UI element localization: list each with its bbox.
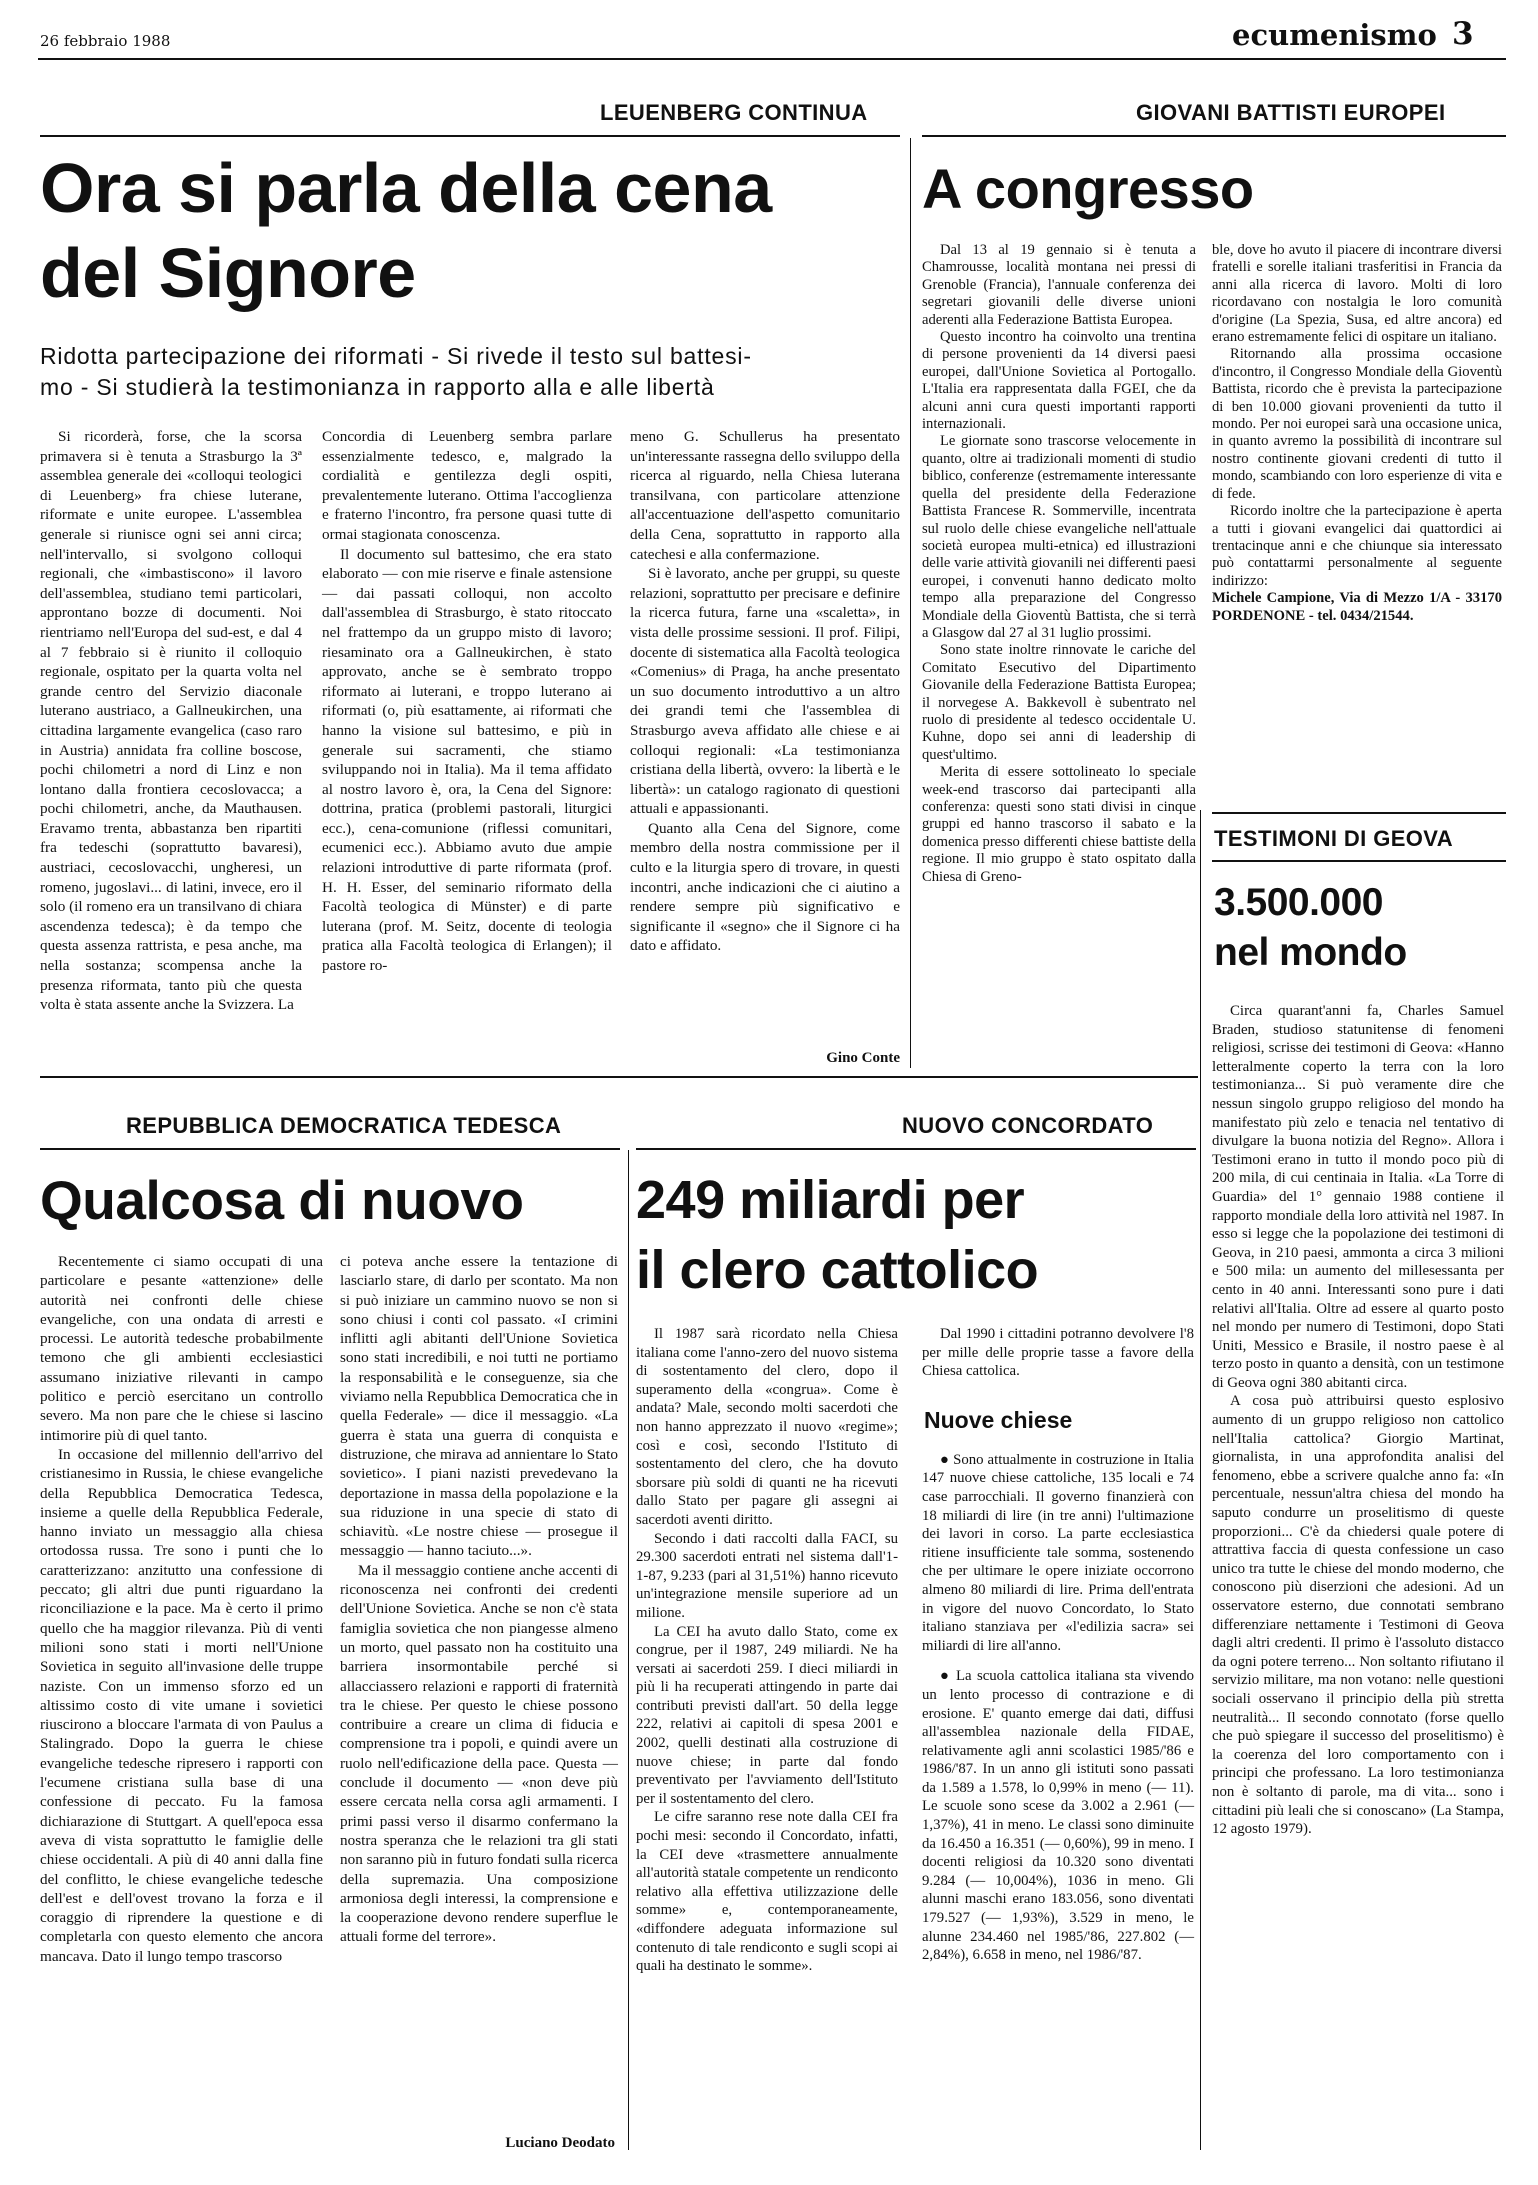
subhead-nuove-chiese: Nuove chiese: [924, 1406, 1073, 1433]
header-section: ecumenismo: [1232, 18, 1437, 52]
kicker-geova: TESTIMONI DI GEOVA: [1214, 826, 1454, 851]
rdt-column-1: [40, 1252, 323, 1966]
concordato-paragraph: Dal 1990 i cittadini potranno devolvere l'8 per mille delle proprie tasse a favore della Chiesa cattolica.: [922, 1326, 1194, 1380]
battisti-contact: Michele Campione, Via di Mezzo 1/A - 33170 PORDENONE - tel. 0434/21544.: [1212, 590, 1502, 624]
rule-geova-bottom: [1212, 860, 1506, 862]
deck-leuenberg-2: mo - Si studierà la testimonianza in rapporto alla e alle libertà: [40, 374, 715, 400]
kicker-battisti: GIOVANI BATTISTI EUROPEI: [1136, 100, 1446, 125]
battisti-paragraph: Ricordo inoltre che la partecipazione è aperta a tutti i giovani evangelici dai quattordici ai trentacinque anni e che chiunque sia interessato può contattarmi personalmente al seguente indirizzo:: [1212, 503, 1502, 589]
concordato-paragraph: ● Sono attualmente in costruzione in Italia 147 nuove chiese cattoliche, 135 locali e 74 case parrocchiali. Il governo finanzierà con 18 miliardi di lire (in tre anni) l'ultimazione dei lavori in corso. La parte ecclesiastica ritiene insufficiente tale somma, sostenendo che per ultimare le opere iniziate occorrono almeno 80 miliardi di lire. Prima dell'entrata in vigore del nuovo Concordato, lo Stato italiano stanziava per «l'edilizia sacra» sei miliardi di lire all'anno.: [922, 1451, 1194, 1654]
section-divider: [40, 1076, 1198, 1078]
leuenberg-paragraph: Il documento sul battesimo, che era stato elaborato — con mie riserve e finale astensione — dai passati colloqui, non accolto dall'assemblea di Strasburgo, è stato ritoccato nel frattempo da un gruppo misto di lavoro; riesaminato ora a Gallneukirchen, è stato approvato, anche se è sembrato troppo riformato ai luterani, e troppo luterano ai riformati (o, più esattamente, ai riformati che hanno la visione sul battesimo, e più in generale sui sacramenti, che stiamo sviluppando noi in Italia). Ma il tema affidato al nostro lavoro è, ora, la Cena del Signore: dottrina, pratica (problemi pastorali, liturgici ecc.), cena-comunione (riflessi comunitari, ecumenici ecc.). Abbiamo avuto due ampie relazioni introduttive di parte riformata (prof. H. H. Esser, del seminario riformato della Facoltà teologica di Münster) e di parte luterana (prof. M. Seitz, docente di teologia pratica alla Facoltà teologica di Erlangen); il pastore ro-: [322, 545, 612, 975]
leuenberg-paragraph: meno G. Schullerus ha presentato un'interessante rassegna dello sviluppo della ricerca al riguardo, nella Chiesa luterana transilvana, con particolare attenzione all'accentuazione dell'aspetto comunitario della Cena, soprattutto in rapporto alla catechesi e alla confermazione.: [630, 428, 900, 563]
headline-geova-1: 3.500.000: [1214, 881, 1384, 924]
kicker-concordato: NUOVO CONCORDATO: [902, 1113, 1154, 1138]
battisti-paragraph: Merita di essere sottolineato lo speciale week-end trascorso dai partecipanti alla conferenza: questi sono stati divisi in cinque gruppi ed hanno trascorso il sabato e la domenica presso differenti chiese battiste della regione. Il mio gruppo è stato ospitato dalla Chiesa di Greno-: [922, 764, 1196, 885]
deck-leuenberg-1: Ridotta partecipazione dei riformati - Si rivede il testo sul battesi-: [40, 343, 752, 369]
kicker-rule-concordato: [636, 1148, 1196, 1150]
headline-geova-2: nel mondo: [1214, 931, 1407, 974]
header-page-number: 3: [1452, 16, 1474, 52]
battisti-column-1: [922, 242, 1196, 886]
kicker-leuenberg: LEUENBERG CONTINUA: [600, 100, 868, 125]
headline-concordato-2: il clero cattolico: [636, 1240, 1039, 1300]
column-rule: [628, 1150, 629, 2150]
column-rule: [1200, 810, 1201, 2150]
concordato-paragraph: Le cifre saranno rese note dalla CEI fra pochi mesi: secondo il Concordato, infatti, la CEI deve «trasmettere annualmente all'autorità statale competente un rendiconto relativo alla effettiva utilizzazione delle somme» e, contemporaneamente, «diffondere adeguata informazione sul contenuto di tale rendiconto e sugli scopi ai quali ha destinato le somme».: [636, 1809, 898, 1975]
rdt-paragraph: Recentemente ci siamo occupati di una particolare e pesante «attenzione» delle autorità nei confronti delle chiese evangeliche, con una ondata di arresti e processi. Le autorità tedesche probabilmente temono che gli ambienti ecclesiastici assumano iniziative rilevanti in campo politico e perciò esercitano un controllo severo. Ma non pare che le chiese si lascino intimorire più di quel tanto.: [40, 1253, 323, 1444]
rdt-paragraph: ci poteva anche essere la tentazione di lasciarlo stare, di darlo per scontato. Ma non si può iniziare un cammino nuovo se non si sono chiusi i conti col passato. «I crimini inflitti agli abitanti dell'Unione Sovietica sono stati incredibili, e noi tutti ne portiamo la responsabilità e le conseguenze, sia che viviamo nella Repubblica Democratica che in quella Federale» — dice il messaggio. «La guerra è stata una guerra di conquista e distruzione, che mirava ad annientare lo Stato sovietico». I piani nazisti prevedevano la deportazione in massa della popolazione e la sua riduzione in una specie di stato di schiavitù. «Le nostre chiese — prosegue il messaggio — hanno taciuto...».: [340, 1253, 618, 1560]
header-rule: [38, 58, 1506, 60]
concordato-paragraph: Secondo i dati raccolti dalla FACI, su 29.300 sacerdoti entrati nel sistema dall'1-1-87, 9.233 (pari al 31,51%) hanno ricevuto un'integrazione mensile superiore ad un milione.: [636, 1530, 898, 1621]
kicker-rdt: REPUBBLICA DEMOCRATICA TEDESCA: [126, 1113, 562, 1138]
leuenberg-paragraph: Si è lavorato, anche per gruppi, su queste relazioni, soprattutto per precisare e definire la ricerca futura, farne una «scaletta», in vista delle prossime sessioni. Il prof. Filipi, docente di sistematica alla Facoltà teologica «Comenius» di Praga, ha anche presentato un suo documento introduttivo a un altro dei grandi temi che l'assemblea di Strasburgo aveva affidato alle chiese e ai colloqui regionali: «La testimonianza cristiana della libertà, ovvero: la libertà e le libertà»: un catalogo ragionato di questioni attuali e appassionanti.: [630, 565, 900, 818]
kicker-rule-leuenberg: [40, 135, 900, 137]
headline-concordato-1: 249 miliardi per: [636, 1170, 1025, 1230]
battisti-paragraph: Ritornando alla prossima occasione d'incontro, il Congresso Mondiale della Gioventù Battista, ricordo che è prevista la partecipazione di ben 10.000 giovani provenienti da tutto il mondo. Per noi europei sarà una occasione unica, in quanto avremo la possibilità di incontrare sul nostro continente giovani credenti di tutto il mondo, scambiando con loro esperienze di vita e di fede.: [1212, 346, 1502, 502]
rdt-paragraph: Ma il messaggio contiene anche accenti di riconoscenza nei confronti dei credenti dell'Unione Sovietica. Anche se non c'è stata famiglia sovietica che non piangesse almeno un morto, quel passato non ha costituito una barriera insormontabile perché si allacciassero relazioni e rapporti di fraternità tra le chiese. Per questo le chiese possono contribuire a creare un clima di fiducia e comprensione tra i popoli, e quindi avere un ruolo nell'edificazione della pace. Questa — conclude il documento — «non deve più essere cercata nella corsa agli armamenti. I primi passi verso il disarmo confermano la nostra speranza che le relazioni tra gli stati non saranno più in futuro fondati sulla ricerca della supremazia. Una composizione armoniosa degli interessi, la comprensione e la cooperazione devono rendere superflue le attuali forme del terrore».: [340, 1561, 618, 1946]
geova-paragraph: Circa quarant'anni fa, Charles Samuel Braden, studioso statunitense di fenomeni religiosi, scrisse dei testimoni di Geova: «Hanno letteralmente coperto la terra con la loro testimonianza... Si può veramente dire che nessun singolo gruppo religioso del mondo ha manifestato più zelo e tenacia nel tentativo di divulgare la buona notizia del Regno». Allora i Testimoni erano in tutto il mondo poco più di 200 mila, di cui centinaia in Italia. «La Torre di Guardia» del 1° gennaio 1988 contiene il rapporto mondiale della loro attività nel 1987. In esso si legge che la popolazione dei testimoni di Geova, in 210 paesi, ammonta a circa 3 milioni e 500 mila: un aumento del millesessanta per cento in 40 anni. Interessanti sono pure i dati relativi all'Italia. Oltre ad essere al quarto posto nel mondo per numero di Testimoni, dopo Stati Uniti, Messico e Brasile, il nostro paese è al terzo posto in quanto a densità, con un testimone di Geova ogni 380 abitanti circa.: [1212, 1003, 1504, 1391]
headline-rdt: Qualcosa di nuovo: [40, 1169, 524, 1231]
rule-geova-top: [1212, 812, 1506, 814]
signature-leuenberg: Gino Conte: [826, 1050, 900, 1066]
leuenberg-paragraph: Concordia di Leuenberg sembra parlare essenzialmente tedesco, e, malgrado la cordialità e gentilezza degli ospiti, prevalentemente luterano. Ottima l'accoglienza e fraterno l'incontro, fra persone quasi tutte di ormai stagionata conoscenza.: [322, 428, 612, 543]
signature-rdt: Luciano Deodato: [505, 2135, 615, 2151]
column-rule: [910, 138, 911, 1068]
battisti-paragraph: Dal 13 al 19 gennaio si è tenuta a Chamrousse, località montana nei pressi di Grenoble (Francia), l'annuale conferenza dei segretari giovanili delle diverse unioni aderenti alla Federazione Battista Europea.: [922, 242, 1196, 328]
battisti-column-2: [1212, 242, 1502, 625]
concordato-column-2: [922, 1325, 1194, 1965]
battisti-paragraph: Le giornate sono trascorse velocemente in quanto, oltre ai tradizionali momenti di studio biblico, conferenze (estremamente interessante quella del presidente della Federazione Battista Francese R. Sommerville, incentrata sul ruolo delle chiese evangeliche nell'attuale società europea multi-etnica) ed illustrazioni delle varie attività giovanili nei differenti paesi europei, i convenuti hanno dedicato molto tempo alla preparazione del Congresso Mondiale della Gioventù Battista, che si terrà a Glasgow dal 27 al 31 luglio prossimi.: [922, 433, 1196, 641]
headline-battisti: A congresso: [922, 157, 1254, 220]
leuenberg-column-3: [630, 427, 900, 956]
rdt-column-2: [340, 1252, 618, 1947]
leuenberg-column-2: [322, 427, 612, 976]
battisti-paragraph: ble, dove ho avuto il piacere di incontrare diversi fratelli e sorelle italiani trasferitisi in Francia da anni alla ricerca di lavoro. Molti di loro ricordavano con nostalgia le loro comunità d'origine (La Spezia, Susa, ed altre ancora) ed erano estremamente felici di ospitare un italiano.: [1212, 242, 1502, 346]
battisti-paragraph: Sono state inoltre rinnovate le cariche del Comitato Esecutivo del Dipartimento Giovanile della Federazione Battista Europea; il norvegese A. Bakkevoll è subentrato nel ruolo di presidente al tedesco occidentale U. Kuhne, dopo sei anni di leadership di quest'ultimo.: [922, 642, 1196, 763]
leuenberg-paragraph: Si ricorderà, forse, che la scorsa primavera si è tenuta a Strasburgo la 3ª assemblea generale dei «colloqui teologici di Leuenberg» fra chiese luterane, riformate e unite europee. L'assemblea generale si riunisce ogni sei anni circa; nell'intervallo, si svolgono colloqui regionali, che «imbastiscono» il lavoro dell'assemblea, studiano temi particolari, approntano bozze di documenti. Noi rientriamo nell'Europa del sud-est, e dal 4 al 7 febbraio si è riunito il colloquio regionale, ospitato per la quarta volta nel grande centro del Servizio diaconale luterano austriaco, a Gallneukirchen, una cittadina largamente evangelica (caso raro in Austria) annidata fra colline boscose, pochi chilometri a nord di Linz e non lontano dalla frontiera cecoslovacca; a pochi chilometri, anche, da Mauthausen. Eravamo trenta, abbastanza ben ripartiti fra tedeschi (soprattutto bavaresi), austriaci, cecoslovacchi, ungheresi, un romeno, jugoslavi... di latini, invece, ero il solo (il romeno era un transilvano di chiara ascendenza tedesca); è da tempo che questa assenza rattrista, e pesa anche, ma nella sostanza; scompensa anche la presenza riformata, tanto più che questa volta è stata assente anche la Svizzera. La: [40, 428, 302, 1014]
battisti-paragraph: Questo incontro ha coinvolto una trentina di persone provenienti da 14 diversi paesi europei, dall'Unione Sovietica al Portogallo. L'Italia era rappresentata dalla FGEI, che da alcuni anni cura questi importanti rapporti internazionali.: [922, 329, 1196, 433]
headline-leuenberg-2: del Signore: [40, 234, 416, 312]
concordato-column-1: [636, 1325, 898, 1976]
headline-leuenberg-1: Ora si parla della cena: [40, 149, 772, 227]
geova-column: [1212, 1002, 1504, 1839]
leuenberg-paragraph: Quanto alla Cena del Signore, come membro della nostra commissione per il culto e la liturgia spero di trovare, in questi incontri, anche indicazioni che ci aiutino a rendere sempre più significativo e significante il «segno» che il Signore ci ha dato e affidato.: [630, 819, 900, 955]
kicker-rule-battisti: [922, 135, 1506, 137]
kicker-rule-rdt: [40, 1148, 620, 1150]
rdt-paragraph: In occasione del millennio dell'arrivo del cristianesimo in Russia, le chiese evangeliche della Repubblica Democratica Tedesca, insieme a quelle della Repubblica Federale, hanno inviato un messaggio alla chiesa ortodossa russa. Tre sono i punti che lo caratterizzano: anzitutto una confessione di peccato; gli altri due punti riguardano la riconciliazione e la pace. Ma è certo il primo quello che ha maggior rilevanza. Più di venti milioni sono stati i morti nell'Unione Sovietica in seguito all'invasione delle truppe naziste. Con un immenso sforzo ed un altissimo costo di vite umane i sovietici riuscirono a bloccare l'armata di von Paulus a Stalingrado. Dopo la guerra le chiese evangeliche tedesche ripresero i rapporti con l'ecumene cristiana sulla base di una confessione di peccato. Fu la famosa dichiarazione di Stuttgart. A quell'epoca essa aveva di vista soprattutto le famiglie delle chiese occidentali. A più di 40 anni dalla fine del conflitto, le chiese evangeliche tedesche dell'est e dell'ovest trovano la forza e il coraggio di riprendere la questione e di completarla con questo elemento che ancora mancava. Dato il lungo tempo trascorso: [40, 1445, 323, 1965]
geova-paragraph: A cosa può attribuirsi questo esplosivo aumento di un gruppo religioso non cattolico nell'Italia cattolica? Giorgio Martinat, giornalista, in una approfondita analisi del fenomeno, ebbe a scrivere qualche anno fa: «In percentuale, nessun'altra chiesa del mondo ha saputo condurre un proselitismo di queste proporzioni... C'è da chiedersi quale potere di attrattiva faccia di questa confessione un caso unico tra tutte le chiese del mondo moderno, che conoscono più diserzioni che adesioni. Ad un osservatore esterno, due connotati sembrano differenziare nettamente i Testimoni di Geova dagli altri credenti. Il primo è l'assoluto distacco da ogni potere terreno... Non soltanto rifiutano il servizio militare, ma non votano: nelle questioni sociali osservano il principio della più stretta neutralità... Il secondo connotato (forse quello che può spiegare il successo del proselitismo) è la coerenza del loro comportamento con i principi che professano. La loro testimonianza non è soltanto di parole, ma di vita... sono i cittadini più leali che si conoscano» (La Stampa, 12 agosto 1979).: [1212, 1393, 1504, 1838]
header-date: 26 febbraio 1988: [40, 32, 171, 50]
concordato-paragraph: ● La scuola cattolica italiana sta vivendo un lento processo di contrazione e di erosione. E' quanto emerge dai dati, diffusi all'assemblea nazionale della FIDAE, relativamente agli anni scolastici 1985/'86 e 1986/'87. In un anno gli istituti sono passati da 1.589 a 1.578, lo 0,99% in meno (— 11). Le scuole sono scese da 3.002 a 2.961 (— 1,37%), 41 in meno. Le classi sono diminuite da 16.450 a 16.351 (— 0,60%), 99 in meno. I docenti religiosi da 10.320 sono diventati 9.284 (— 10,004%), 1036 in meno. Gli alunni maschi erano 183.056, sono diventati 179.527 (— 1,93%), 3.529 in meno, le alunne 234.460 nel 1985/'86, 227.802 (— 2,84%), 6.658 in meno, nel 1986/'87.: [922, 1668, 1194, 1964]
leuenberg-column-1: [40, 427, 302, 1015]
concordato-paragraph: Il 1987 sarà ricordato nella Chiesa italiana come l'anno-zero del nuovo sistema di sostentamento del clero, dopo il superamento della «congrua». Come è andata? Male, secondo molti sacerdoti che non hanno apprezzato il nuovo «regime»; così e così, secondo l'Istituto di sostentamento del clero, che ha dovuto sborsare più soldi di quanti ne ha ricevuti dallo Stato per pagare gli assegni ai sacerdoti aventi diritto.: [636, 1326, 898, 1528]
concordato-paragraph: La CEI ha avuto dallo Stato, come ex congrue, per il 1987, 249 miliardi. Ne ha versati ai sacerdoti 259. I dieci miliardi in più li ha recuperati attingendo in parte dai contributi previsti dall'art. 50 della legge 222, relativi ai capitoli di spesa 2001 e 2002, quelli destinati alla costruzione di nuove chiese; in parte dal fondo preventivato per l'avviamento dell'Istituto per il sostentamento del clero.: [636, 1623, 898, 1807]
